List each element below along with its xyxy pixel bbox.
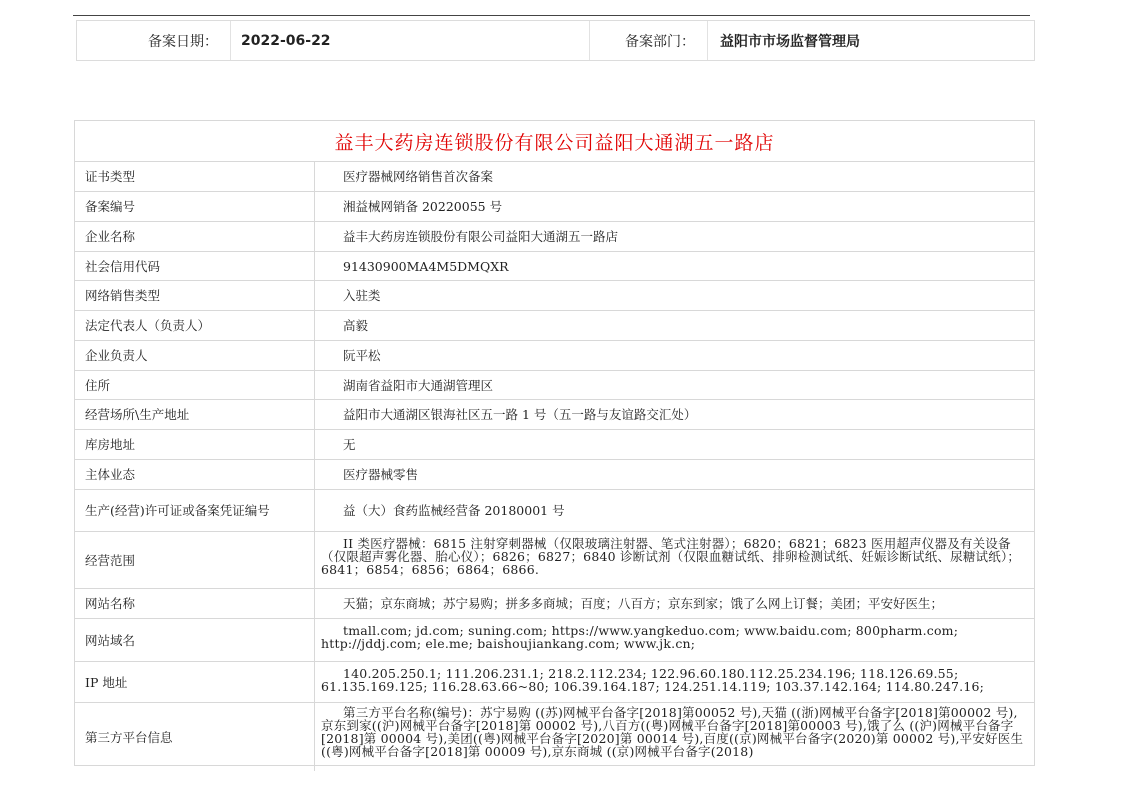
field-label: 经营范围 [75,532,315,588]
table-row [75,192,1034,222]
field-label: 证书类型 [75,162,315,191]
field-value: 医疗器械零售 [343,467,419,482]
field-value: 益（大）食药监械经营备 20180001 号 [343,503,565,518]
table-row [75,589,1034,619]
table-row [75,460,1034,490]
field-value: 湖南省益阳市大通湖管理区 [343,377,494,393]
field-value: 入驻类 [343,288,381,303]
field-label: 库房地址 [75,430,315,459]
field-label: 备案编号 [75,192,315,221]
table-row [75,703,1034,771]
field-value: tmall.com; jd.com; suning.com; https://www.yangkeduo.com; www.baidu.com; 800pharm.com; http://jddj.com; ele.me; baishoujiankang.com; www.jk.cn; [321,623,959,651]
record-meta-bar [76,20,1035,61]
field-value: 无 [343,437,356,452]
field-value: 140.205.250.1; 111.206.231.1; 218.2.112.234; 122.96.60.180.112.25.234.196; 118.126.69.55; 61.135.169.125; 116.28.63.66~80; 106.39.164.187; 124.251.14.119; 103.37.142.164; 114.80.247.16; [321,666,985,694]
field-value: 益丰大药房连锁股份有限公司益阳大通湖五一路店 [343,229,619,244]
field-label: 住所 [75,371,315,399]
field-value: 益阳市大通湖区银海社区五一路 1 号（五一路与友谊路交汇处） [343,407,697,422]
field-label: 企业名称 [75,222,315,251]
field-value: 天猫；京东商城；苏宁易购；拼多多商城；百度；八百方；京东到家；饿了么网上订餐；美团；平安好医生； [343,596,944,611]
field-value: 阮平松 [343,348,381,363]
field-label: 第三方平台信息 [75,703,315,771]
record-date-value: 2022-06-22 [231,21,590,60]
record-dept-value: 益阳市市场监督管理局 [720,33,860,50]
table-row [75,252,1034,281]
field-value: 第三方平台名称(编号)：苏宁易购 ((苏)网械平台备字[2018]第00052 号),天猫 ((浙)网械平台备字[2018]第00002 号),京东到家((沪)网械平台备字[2018]第 00002 号),八百方((粤)网械平台备字[2018]第00003 号),饿了么 ((沪)网械平台备字[2018]第 00004 号),美团((粤)网械平台备字[2020]第 00014 号),百度((京)网械平台备字(2020)第 00002 号),平安好医生 ((粤)网械平台备字[2018]第 00009 号),京东商城 ((京)网械平台备字(2018) [321,705,1024,759]
table-row [75,341,1034,371]
table-row [75,162,1034,192]
field-label: 网络销售类型 [75,281,315,310]
field-value: 高毅 [343,318,369,333]
field-label: 生产(经营)许可证或备案凭证编号 [75,490,315,531]
table-row [75,619,1034,662]
table-row [75,371,1034,400]
table-row [75,662,1034,703]
company-title: 益丰大药房连锁股份有限公司益阳大通湖五一路店 [75,121,1034,162]
table-row [75,400,1034,430]
field-label: 网站名称 [75,589,315,618]
record-dept-label: 备案部门： [590,21,708,60]
record-detail-table [74,120,1035,766]
top-divider [73,15,1030,16]
field-label: 企业负责人 [75,341,315,370]
table-row [75,222,1034,252]
field-label: 法定代表人（负责人） [75,311,315,340]
field-value: 湘益械网销备 20220055 号 [343,199,503,214]
field-value: 91430900MA4M5DMQXR [343,258,509,274]
field-label: 经营场所\生产地址 [75,400,315,429]
table-row [75,490,1034,532]
record-date-label: 备案日期： [77,21,231,60]
table-row [75,311,1034,341]
field-label: 社会信用代码 [75,252,315,280]
field-label: IP 地址 [75,662,315,702]
table-row [75,430,1034,460]
table-row [75,532,1034,589]
table-row [75,281,1034,311]
field-value: II 类医疗器械：6815 注射穿刺器械（仅限玻璃注射器、笔式注射器）；6820；6821；6823 医用超声仪器及有关设备（仅限超声雾化器、胎心仪）；6826；6827；6840 诊断试剂（仅限血糖试纸、排卵检测试纸、妊娠诊断试纸、尿糖试纸）；6841；6854；6856；6864；6866. [321,536,1021,577]
field-label: 网站域名 [75,619,315,661]
field-label: 主体业态 [75,460,315,489]
field-value: 医疗器械网络销售首次备案 [343,169,494,184]
